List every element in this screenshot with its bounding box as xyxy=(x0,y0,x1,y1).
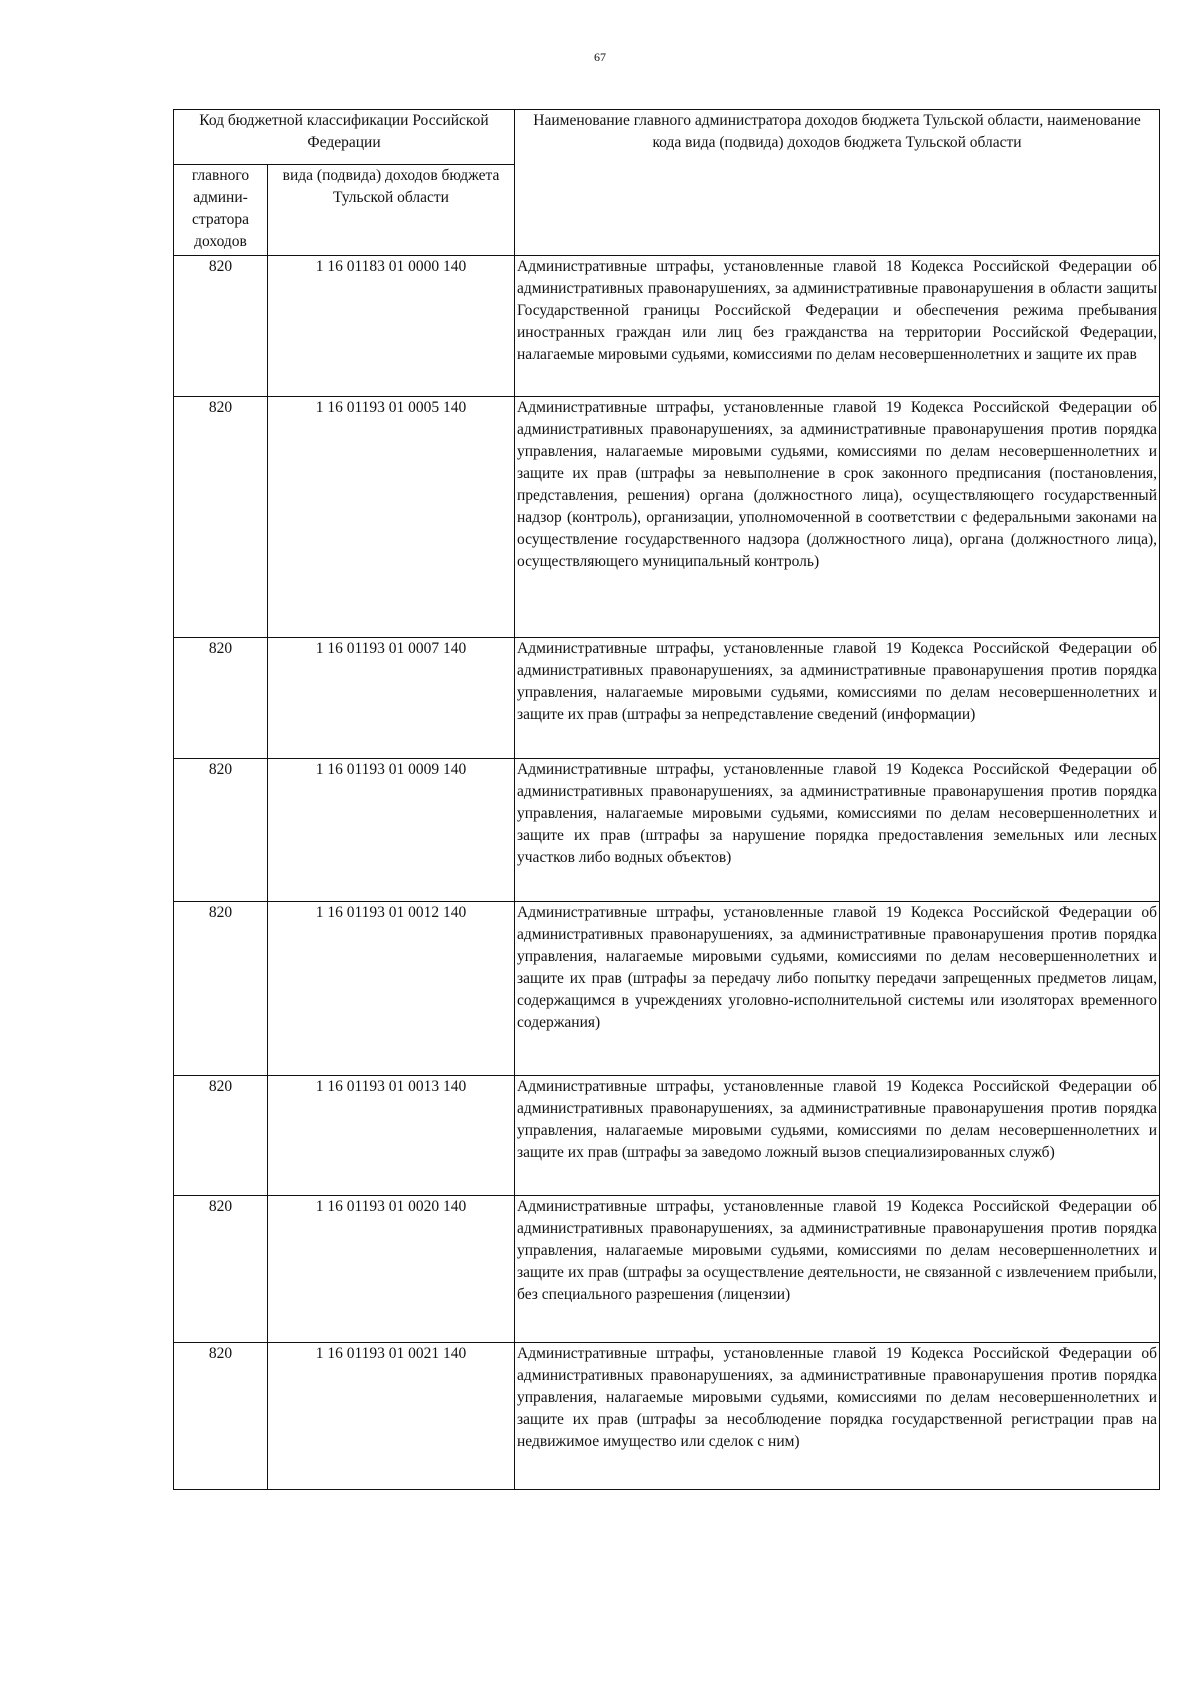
row-description: Административные штрафы, установленные главой 19 Кодекса Российской Федерации об административных правонарушениях, за административные правонарушения против порядка управления, налагаемые мировыми судьями, комиссиями по делам несовершеннолетних и защите их прав (штрафы за нарушение порядка предоставления земельных или лесных участков либо водных объектов) xyxy=(515,759,1160,902)
row-admin-code: 820 xyxy=(174,1076,268,1196)
table-row xyxy=(174,256,1160,397)
row-admin-code: 820 xyxy=(174,638,268,759)
table-row xyxy=(174,1196,1160,1343)
row-income-code: 1 16 01193 01 0009 140 xyxy=(268,759,515,902)
budget-classification-table xyxy=(173,109,1160,1490)
row-description: Административные штрафы, установленные главой 19 Кодекса Российской Федерации об административных правонарушениях, за административные правонарушения против порядка управления, налагаемые мировыми судьями, комиссиями по делам несовершеннолетних и защите их прав (штрафы за осуществление деятельности, не связанной с извлечением прибыли, без специального разрешения (лицензии) xyxy=(515,1196,1160,1343)
row-description: Административные штрафы, установленные главой 18 Кодекса Российской Федерации об административных правонарушениях, за административные правонарушения в области защиты Государственной границы Российской Федерации и обеспечения режима пребывания иностранных граждан или лиц без гражданства на территории Российской Федерации, налагаемые мировыми судьями, комиссиями по делам несовершеннолетних и защите их прав xyxy=(515,256,1160,397)
page-number: 67 xyxy=(594,50,606,64)
row-admin-code: 820 xyxy=(174,902,268,1076)
row-admin-code: 820 xyxy=(174,256,268,397)
table-row xyxy=(174,638,1160,759)
table-row xyxy=(174,1076,1160,1196)
row-description: Административные штрафы, установленные главой 19 Кодекса Российской Федерации об административных правонарушениях, за административные правонарушения против порядка управления, налагаемые мировыми судьями, комиссиями по делам несовершеннолетних и защите их прав (штрафы за заведомо ложный вызов специализированных служб) xyxy=(515,1076,1160,1196)
table-header-row xyxy=(174,110,1160,165)
table-row xyxy=(174,759,1160,902)
row-income-code: 1 16 01183 01 0000 140 xyxy=(268,256,515,397)
row-admin-code: 820 xyxy=(174,1196,268,1343)
table-row xyxy=(174,1343,1160,1490)
row-income-code: 1 16 01193 01 0012 140 xyxy=(268,902,515,1076)
header-administrator-name: Наименование главного администратора доходов бюджета Тульской области, наименование кода вида (подвида) доходов бюджета Тульской области xyxy=(515,110,1160,256)
row-income-code: 1 16 01193 01 0005 140 xyxy=(268,397,515,638)
row-income-code: 1 16 01193 01 0021 140 xyxy=(268,1343,515,1490)
row-income-code: 1 16 01193 01 0007 140 xyxy=(268,638,515,759)
row-admin-code: 820 xyxy=(174,397,268,638)
table-row xyxy=(174,397,1160,638)
row-description: Административные штрафы, установленные главой 19 Кодекса Российской Федерации об административных правонарушениях, за административные правонарушения против порядка управления, налагаемые мировыми судьями, комиссиями по делам несовершеннолетних и защите их прав (штрафы за непредставление сведений (информации) xyxy=(515,638,1160,759)
row-description: Административные штрафы, установленные главой 19 Кодекса Российской Федерации об административных правонарушениях, за административные правонарушения против порядка управления, налагаемые мировыми судьями, комиссиями по делам несовершеннолетних и защите их прав (штрафы за передачу либо попытку передачи запрещенных предметов лицам, содержащимся в учреждениях уголовно-исполнительной системы или изоляторах временного содержания) xyxy=(515,902,1160,1076)
row-description: Административные штрафы, установленные главой 19 Кодекса Российской Федерации об административных правонарушениях, за административные правонарушения против порядка управления, налагаемые мировыми судьями, комиссиями по делам несовершеннолетних и защите их прав (штрафы за невыполнение в срок законного предписания (постановления, представления, решения) органа (должностного лица), осуществляющего государственный надзор (контроль), организации, уполномоченной в соответствии с федеральными законами на осуществление государственного надзора (должностного лица), органа (должностного лица), осуществляющего муниципальный контроль) xyxy=(515,397,1160,638)
header-main-administrator: главного админи-стратора доходов xyxy=(174,165,268,256)
row-income-code: 1 16 01193 01 0020 140 xyxy=(268,1196,515,1343)
row-description: Административные штрафы, установленные главой 19 Кодекса Российской Федерации об административных правонарушениях, за административные правонарушения против порядка управления, налагаемые мировыми судьями, комиссиями по делам несовершеннолетних и защите их прав (штрафы за несоблюдение порядка государственной регистрации прав на недвижимое имущество или сделок с ним) xyxy=(515,1343,1160,1490)
row-admin-code: 820 xyxy=(174,1343,268,1490)
header-classification-code: Код бюджетной классификации Российской Федерации xyxy=(174,110,515,165)
header-income-type-code: вида (подвида) доходов бюджета Тульской области xyxy=(268,165,515,256)
row-admin-code: 820 xyxy=(174,759,268,902)
table-row xyxy=(174,902,1160,1076)
row-income-code: 1 16 01193 01 0013 140 xyxy=(268,1076,515,1196)
